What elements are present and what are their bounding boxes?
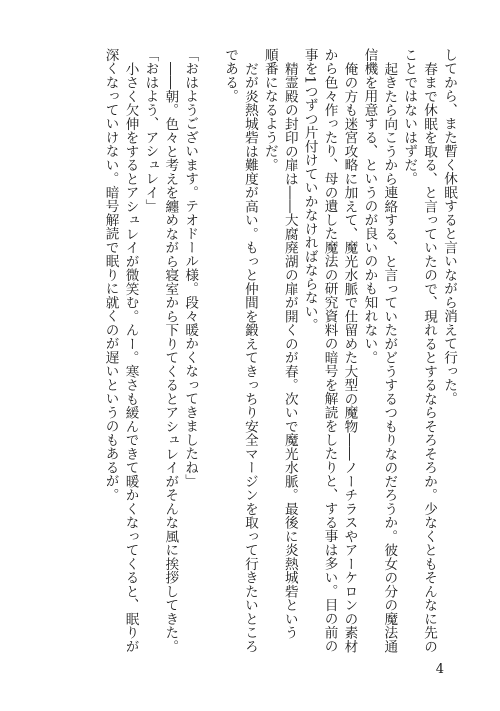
text-line: ――朝。色々と考えを纏めながら寝室から下りてくるとアシュレイがそんな風に挨拶してきた。 xyxy=(162,61,179,653)
text-line: である。 xyxy=(222,48,239,103)
text-line: 「おはようございます。テオドール様。段々暖かくなってきましたね」 xyxy=(182,48,199,488)
text-line: ことではないはずだ。 xyxy=(401,48,418,186)
text-line: 起きたら向こうから連絡する、と言っていたがどうするつもりなのだろうか。彼女の分の魔法通 xyxy=(381,61,398,653)
text-line: 「おはよう、アシュレイ」 xyxy=(142,48,159,213)
text-line: してから、また暫く休眠すると言いながら消えて行った。 xyxy=(441,48,457,406)
text-line: 順番になるようだ。 xyxy=(261,48,278,172)
text-line: 深くなっていけない。暗号解読で眠りに就くのが遅いというのもあるが。 xyxy=(102,48,119,502)
text-line: 春まで休眠を取る、と言っていたので、現れるとするならそろそろか。少なくともそんなに先の xyxy=(421,61,438,653)
vertical-text-body xyxy=(100,48,458,653)
text-line: だが炎熱城砦は難度が高い。もっと仲間を鍛えてきっちり安全マージンを取って行きたいところ xyxy=(241,61,258,653)
blank-line xyxy=(199,48,219,608)
text-line: 信機を用意する、というのが良いのかも知れない。 xyxy=(361,48,378,365)
text-line: 事を1つずつ片付けていかなければならない。 xyxy=(301,48,318,332)
text-line: 小さく欠伸をするとアシュレイが微笑む。んー。寒さも緩んできて暖かくなってくると、眠りが xyxy=(122,61,139,653)
text-line: から色々作ったり、母の遺した魔法の研究資料の暗号を解読をしたりと、する事は多い。目の前の xyxy=(321,48,338,653)
page-number: 4 xyxy=(435,662,444,677)
text-line: 精霊殿の封印の扉は――大腐廃湖の扉が開くのが春。次いで魔光水脈。最後に炎熱城砦という xyxy=(281,61,298,640)
text-line: 俺の方も迷宮攻略に加えて、魔光水脈で仕留めた大型の魔物――ノーチラスやアーケロンの素材 xyxy=(341,61,358,653)
